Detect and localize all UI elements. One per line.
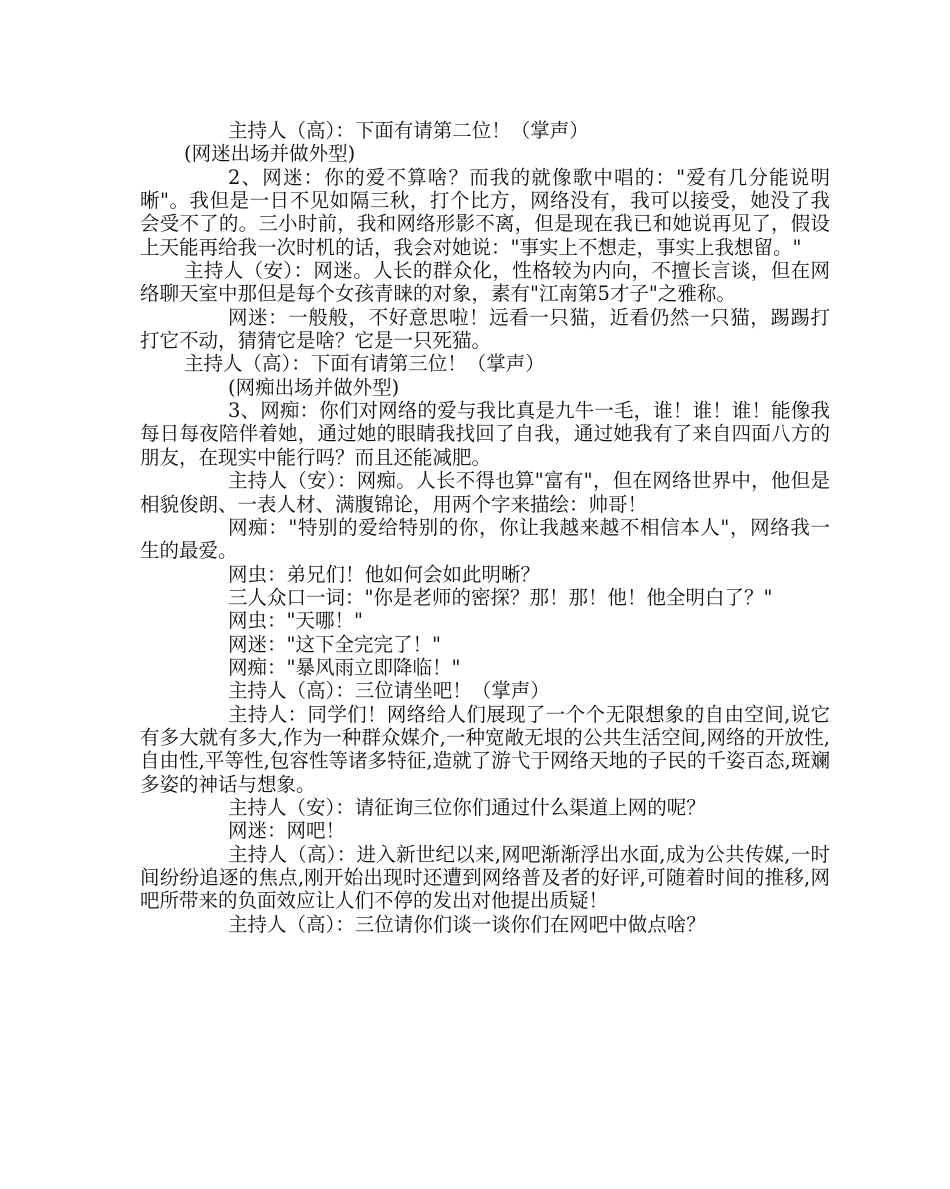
paragraph: 网迷："这下全完完了！" <box>228 632 441 656</box>
paragraph: 2、网迷：你的爱不算啥？而我的就像歌中唱的："爱有几分能说明晰"。我但是一日不见如隔三秋，打个比方，网络没有，我可以接受，她没了我会受不了的。三小时前，我和网络形影不离，但是现在我已和她说再见了，假设上天能再给我一次时机的话，我会对她说："事实上不想走，事实上我想留。" <box>140 165 830 259</box>
paragraph: 网虫："天哪！" <box>228 609 363 633</box>
paragraph: 网迷：一般般，不好意思啦！远看一只猫，近看仍然一只猫，踢踢打打它不动，猜猜它是啥？它是一只死猫。 <box>140 305 830 353</box>
paragraph: 主持人（高）：三位请你们谈一谈你们在网吧中做点啥？ <box>228 912 706 936</box>
paragraph: 主持人（高）：下面有请第三位！（掌声） <box>184 352 545 376</box>
paragraph: 网痴："暴风雨立即降临！" <box>228 655 461 679</box>
paragraph: 网痴："特别的爱给特别的你，你让我越来越不相信本人"，网络我一生的最爱。 <box>140 515 830 563</box>
paragraph: 网虫：弟兄们！他如何会如此明晰？ <box>228 562 541 586</box>
document-body <box>140 119 830 936</box>
paragraph: 主持人（安）：网迷。人长的群众化，性格较为内向，不擅长言谈，但在网络聊天室中那但是每个女孩青睐的对象，素有"江南第5才子"之雅称。 <box>140 259 830 306</box>
paragraph: 3、网痴：你们对网络的爱与我比真是九牛一毛，谁！谁！谁！能像我每日每夜陪伴着她，通过她的眼睛我找回了自我，通过她我有了来自四面八方的朋友，在现实中能行吗？而且还能减肥。 <box>140 399 830 469</box>
paragraph: 主持人（高）：进入新世纪以来,网吧渐渐浮出水面,成为公共传媒,一时间纷纷追逐的焦点,刚开始出现时还遭到网络普及者的好评,可随着时间的推移,网吧所带来的负面效应让人们不停的发出对他提出质疑！ <box>140 842 830 913</box>
paragraph: 主持人（高）：三位请坐吧！（掌声） <box>228 679 550 703</box>
stage-direction: (网迷出场并做外型) <box>184 142 356 166</box>
paragraph: 主持人（安）：网痴。人长不得也算"富有"，但在网络世界中，他但是相貌俊朗、一表人材、满腹锦论，用两个字来描绘：帅哥！ <box>140 469 830 516</box>
paragraph: 主持人（安）：请征询三位你们通过什么渠道上网的呢？ <box>228 795 706 819</box>
paragraph: 三人众口一词："你是老师的密探？那！那！他！他全明白了？" <box>228 585 773 609</box>
stage-direction: (网痴出场并做外型) <box>228 375 400 399</box>
paragraph: 主持人（高）：下面有请第二位！（掌声） <box>228 119 589 142</box>
paragraph: 网迷：网吧！ <box>228 819 346 843</box>
paragraph: 主持人：同学们！网络给人们展现了一个个无限想象的自由空间,说它有多大就有多大,作为一种群众媒介,一种宽敞无垠的公共生活空间,网络的开放性,自由性,平等性,包容性等诸多特征,造就了游弋于网络天地的子民的千姿百态,斑斓多姿的神话与想象。 <box>140 702 830 796</box>
